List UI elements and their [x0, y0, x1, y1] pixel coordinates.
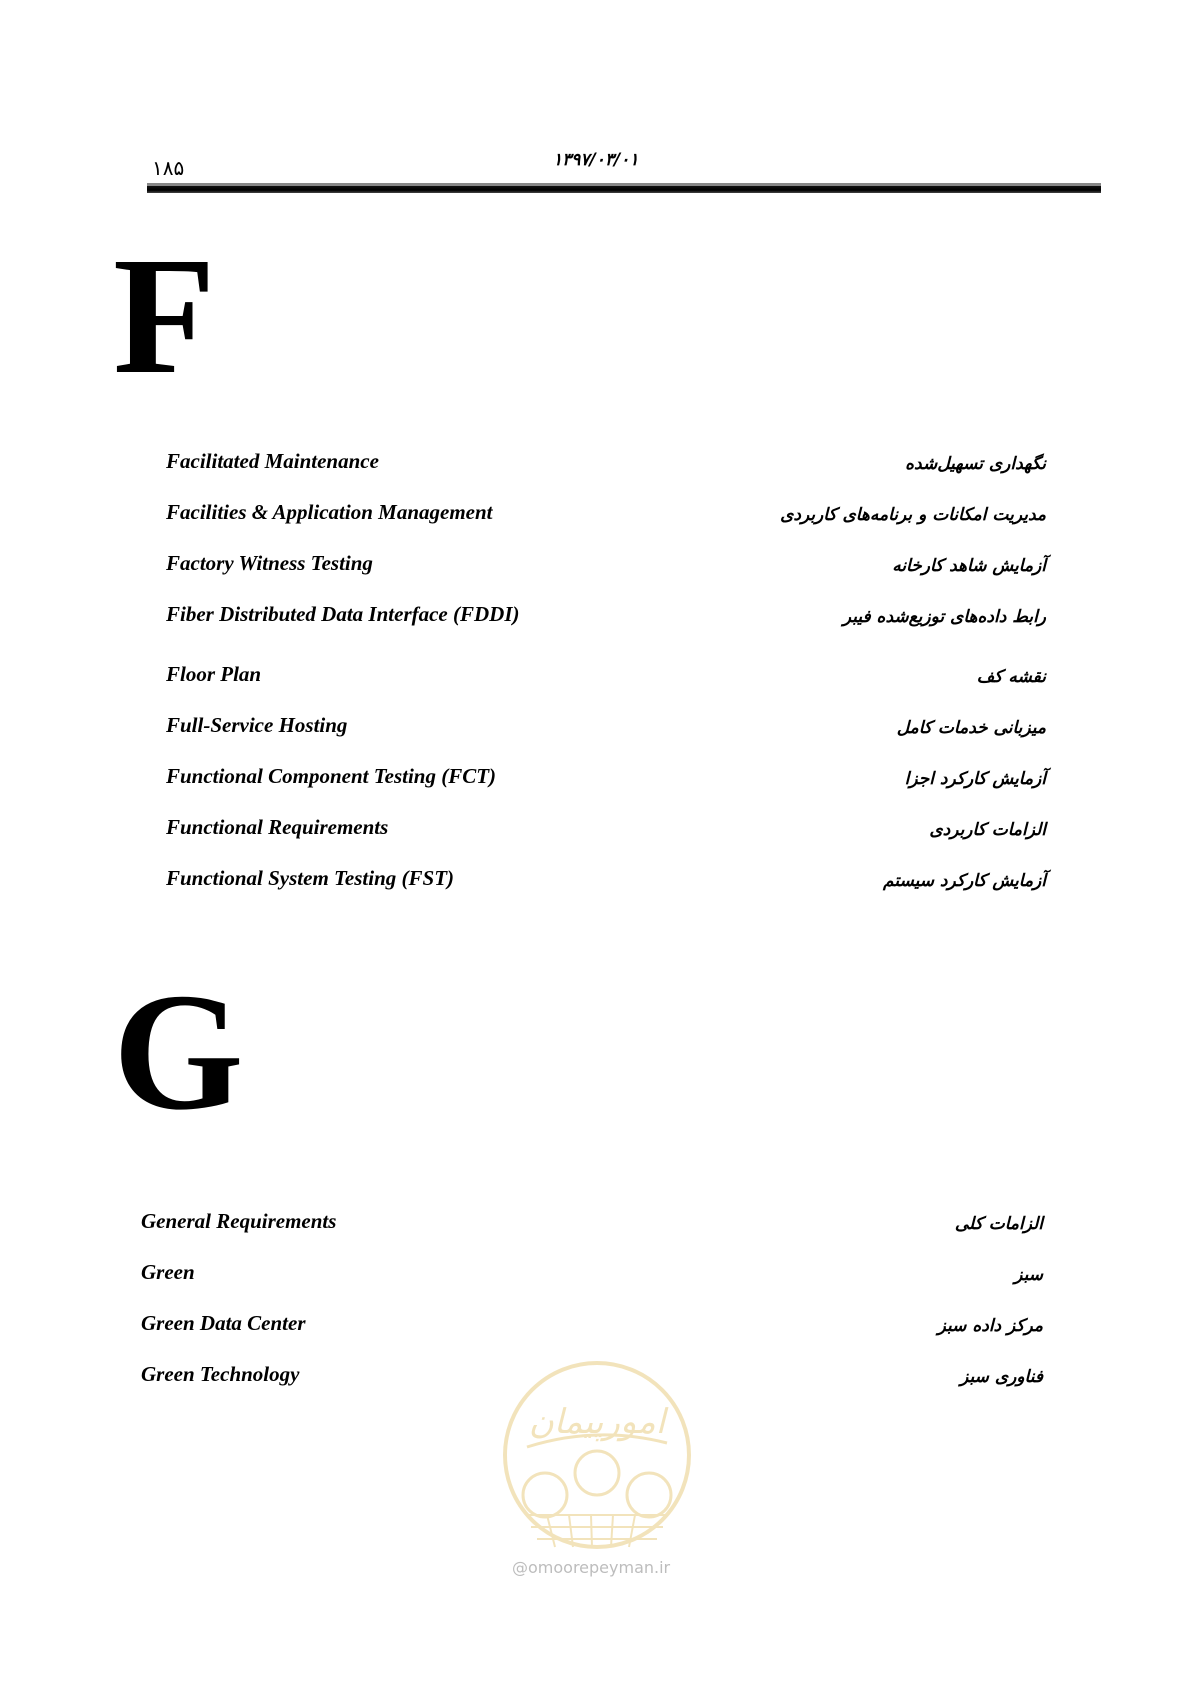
glossary-row [166, 548, 1046, 599]
header-date: ۱۳۹۷/۰۳/۰۱ [553, 150, 639, 170]
term-english: Facilitated Maintenance [166, 449, 379, 473]
logo-text: امورپیمان [528, 1402, 666, 1442]
term-persian: آزمایش کارکرد اجزا [904, 769, 1046, 789]
term-english: Functional Requirements [166, 815, 389, 839]
page-number: ۱۸۵ [152, 156, 185, 180]
term-persian: فناوری سبز [960, 1367, 1043, 1387]
term-english: Green Data Center [141, 1311, 306, 1335]
term-english: Functional System Testing (FST) [166, 866, 455, 890]
term-english: Green [141, 1260, 195, 1284]
glossary-row [141, 1257, 1043, 1308]
term-persian: سبز [1014, 1265, 1043, 1285]
term-persian: رابط داده‌های توزیع‌شده فیبر [842, 607, 1046, 627]
glossary-row [166, 497, 1046, 548]
glossary-row [166, 812, 1046, 863]
term-persian: نقشه کف [976, 667, 1046, 687]
glossary-row [166, 761, 1046, 812]
term-persian: الزامات کاربردی [929, 820, 1046, 840]
term-english: Functional Component Testing (FCT) [166, 764, 497, 788]
gear-icon [523, 1451, 671, 1517]
glossary-row [166, 710, 1046, 761]
term-persian: نگهداری تسهیل‌شده [905, 454, 1046, 474]
term-persian: مدیریت امکانات و برنامه‌های کاربردی [780, 505, 1046, 525]
grid-icon [529, 1515, 665, 1547]
section-letter-g: G [113, 959, 244, 1145]
term-english: General Requirements [141, 1209, 337, 1233]
glossary-row [141, 1206, 1043, 1257]
term-persian: الزامات کلی [954, 1214, 1043, 1234]
glossary-row [166, 863, 1046, 914]
watermark-url: @omoorepeyman.ir [512, 1558, 671, 1577]
glossary-list-f [166, 446, 1046, 914]
term-persian: آزمایش شاهد کارخانه [892, 556, 1046, 576]
term-english: Full-Service Hosting [166, 713, 348, 737]
glossary-row [166, 599, 1046, 659]
glossary-row [166, 659, 1046, 710]
section-letter-f: F [113, 223, 216, 409]
glossary-row [166, 446, 1046, 497]
term-persian: میزبانی خدمات کامل [896, 718, 1046, 738]
term-english: Factory Witness Testing [166, 551, 373, 575]
term-english: Floor Plan [166, 662, 262, 686]
term-english: Facilities & Application Management [166, 500, 493, 524]
term-persian: آزمایش کارکرد سیستم [883, 871, 1046, 891]
term-english: Fiber Distributed Data Interface (FDDI) [166, 602, 520, 626]
glossary-row [141, 1308, 1043, 1359]
term-english: Green Technology [141, 1362, 300, 1386]
header-rule [147, 186, 1101, 193]
term-persian: مرکز داده سبز [937, 1316, 1043, 1336]
logo-ring [505, 1363, 689, 1547]
